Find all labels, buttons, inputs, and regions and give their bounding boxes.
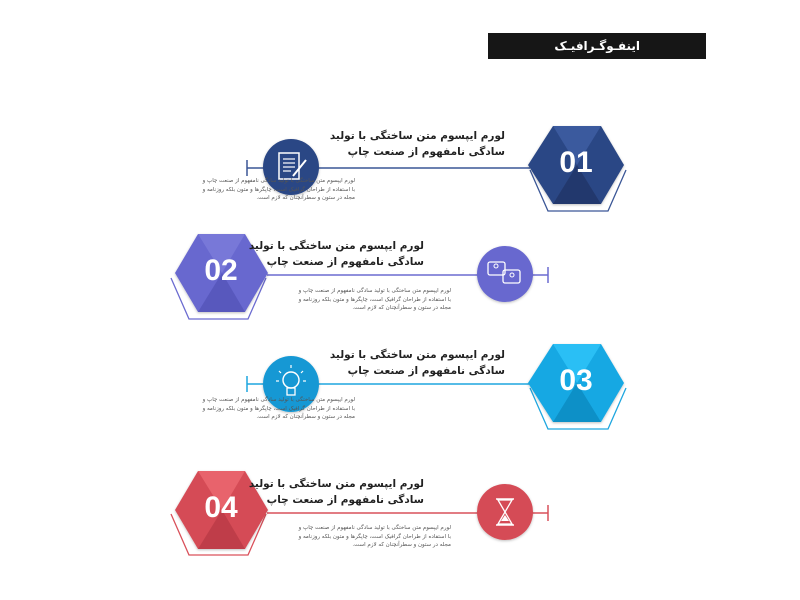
step-1-description: لورم ایپسوم متن ساختگی با تولید سادگی نامفهوم از صنعت چاپ و با استفاده از طراحان گرافیک است، چاپگرها و متون بلکه روزنامه و مجله در ستون و سطرآنچنان که لازم است. xyxy=(202,178,355,201)
step-4-heading: لورم ایپسوم متن ساختگی با تولید سادگی نامفهوم از صنعت چاپ xyxy=(248,478,424,506)
step-3-number: 03 xyxy=(559,364,593,397)
step-3-heading: لورم ایپسوم متن ساختگی با تولید سادگی نامفهوم از صنعت چاپ xyxy=(329,349,505,377)
step-1-number: 01 xyxy=(559,146,593,179)
page-title: اینفـوگـرافیـک xyxy=(554,39,640,53)
step-1-heading: لورم ایپسوم متن ساختگی با تولید سادگی نامفهوم از صنعت چاپ xyxy=(329,130,505,158)
step-2-heading: لورم ایپسوم متن ساختگی با تولید سادگی نامفهوم از صنعت چاپ xyxy=(248,240,424,268)
hourglass-icon xyxy=(477,484,533,540)
step-4-number: 04 xyxy=(204,491,238,524)
step-3-description: لورم ایپسوم متن ساختگی با تولید سادگی نامفهوم از صنعت چاپ و با استفاده از طراحان گرافیک است، چاپگرها و متون بلکه روزنامه و مجله در ستون و سطرآنچنان که لازم است. xyxy=(202,397,355,420)
step-2-description: لورم ایپسوم متن ساختگی با تولید سادگی نامفهوم از صنعت چاپ و با استفاده از طراحان گرافیک است، چاپگرها و متون بلکه روزنامه و مجله در ستون و سطرآنچنان که لازم است. xyxy=(298,288,451,311)
step-4-description: لورم ایپسوم متن ساختگی با تولید سادگی نامفهوم از صنعت چاپ و با استفاده از طراحان گرافیک است، چاپگرها و متون بلکه روزنامه و مجله در ستون و سطرآنچنان که لازم است. xyxy=(298,525,451,548)
chat-users-icon xyxy=(477,246,533,302)
step-2-number: 02 xyxy=(204,254,238,287)
